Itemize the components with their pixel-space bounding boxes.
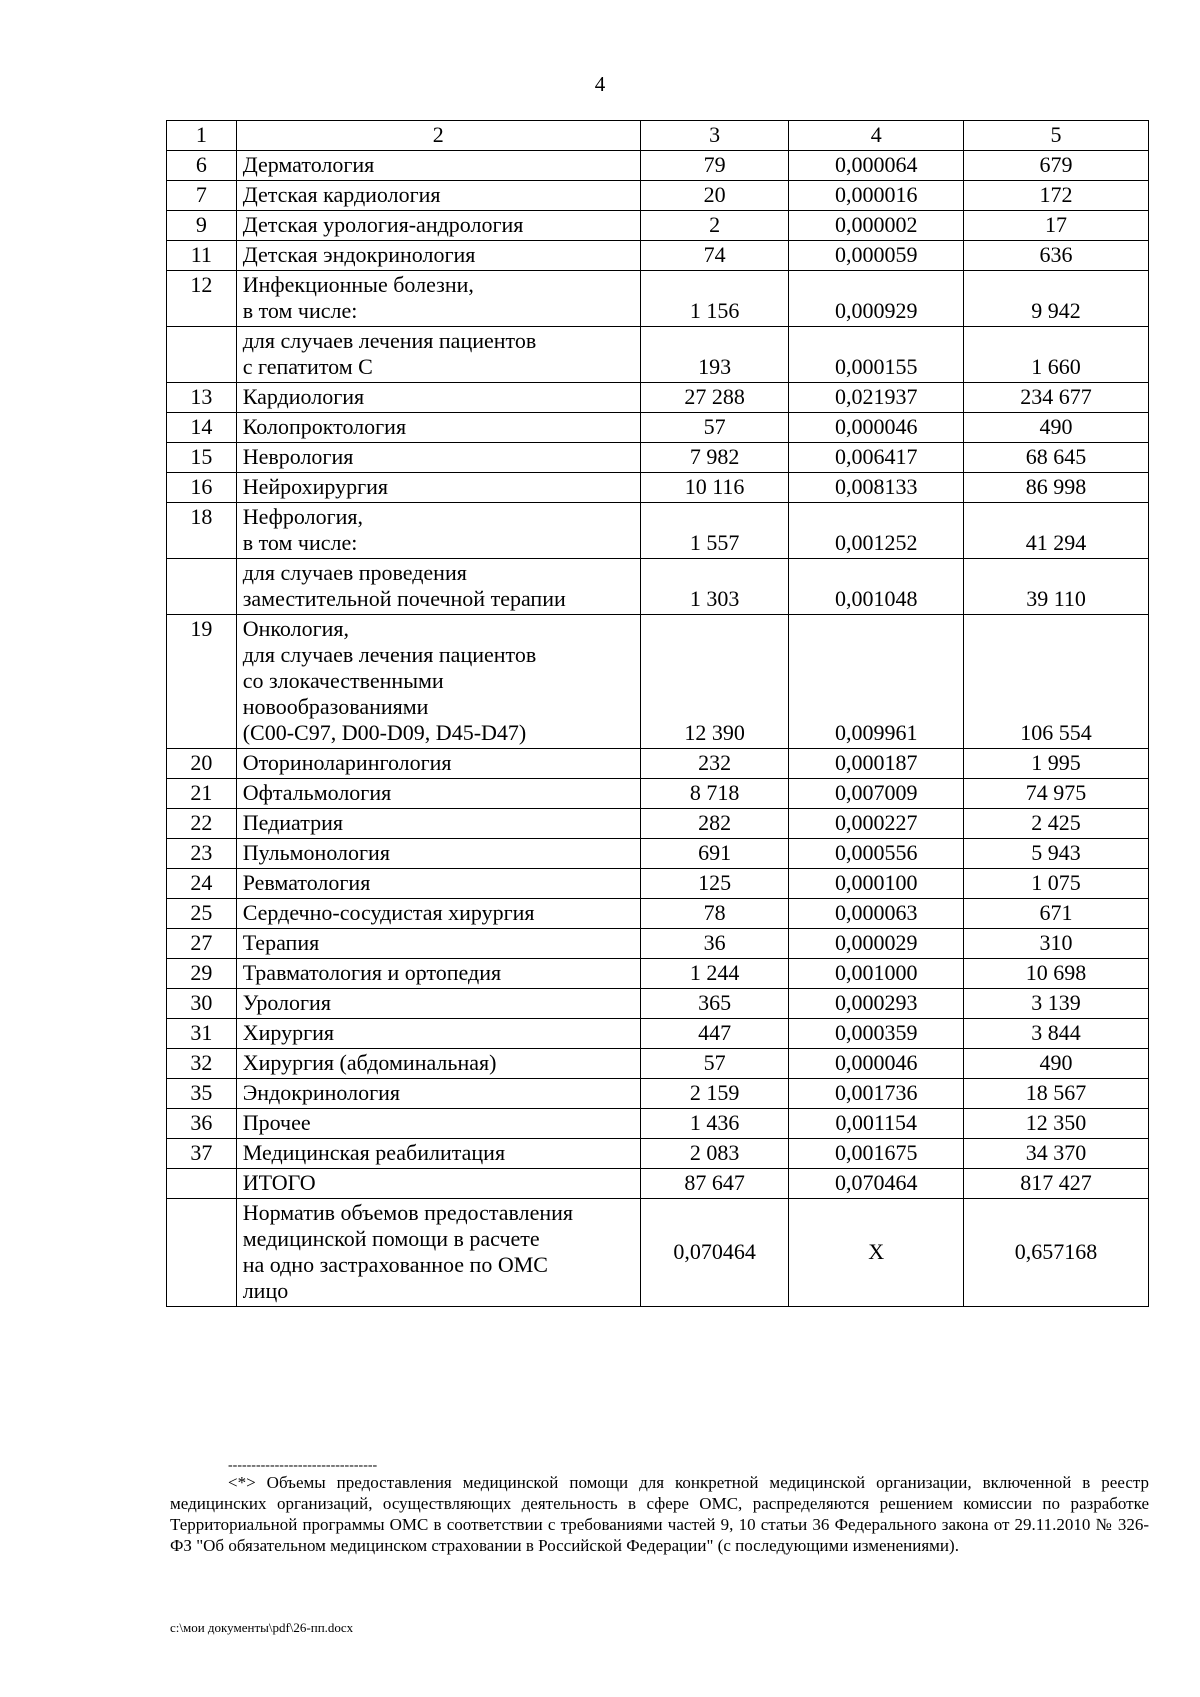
row-number-cell: 36 xyxy=(167,1109,237,1139)
table-row xyxy=(167,615,1149,749)
volume-cell: 78 xyxy=(640,899,789,929)
row-number-cell: 29 xyxy=(167,959,237,989)
volume-cell: 12 390 xyxy=(640,615,789,749)
row-name-cell xyxy=(236,1169,640,1199)
row-name-line: Педиатрия xyxy=(242,810,344,835)
amount-cell: 9 942 xyxy=(964,271,1149,327)
volume-cell: 79 xyxy=(640,151,789,181)
row-name-line: Офтальмология xyxy=(242,780,392,805)
table-row xyxy=(167,1199,1149,1307)
amount-cell: 68 645 xyxy=(964,443,1149,473)
per-person-cell: 0,008133 xyxy=(789,473,964,503)
per-person-cell: 0,021937 xyxy=(789,383,964,413)
amount-cell: 172 xyxy=(964,181,1149,211)
per-person-cell: 0,070464 xyxy=(789,1169,964,1199)
row-name-line: Нейрохирургия xyxy=(242,474,388,499)
amount-cell: 310 xyxy=(964,929,1149,959)
per-person-cell: 0,007009 xyxy=(789,779,964,809)
row-number-cell: 23 xyxy=(167,839,237,869)
row-number-cell: 31 xyxy=(167,1019,237,1049)
amount-cell: 3 139 xyxy=(964,989,1149,1019)
table-row xyxy=(167,241,1149,271)
row-name-line: Инфекционные болезни, xyxy=(242,272,474,297)
row-name-cell xyxy=(236,241,640,271)
row-name-line: Терапия xyxy=(242,930,320,955)
row-name-cell xyxy=(236,1079,640,1109)
row-number-cell: 30 xyxy=(167,989,237,1019)
row-name-cell xyxy=(236,1139,640,1169)
volume-cell: 2 083 xyxy=(640,1139,789,1169)
volume-cell: 0,070464 xyxy=(640,1199,789,1307)
table-row xyxy=(167,181,1149,211)
row-name-line: Сердечно-сосудистая хирургия xyxy=(242,900,535,925)
header-cell-5: 5 xyxy=(964,121,1149,151)
row-name-line: Медицинская реабилитация xyxy=(242,1140,506,1165)
volume-cell: 20 xyxy=(640,181,789,211)
row-name-cell xyxy=(236,1019,640,1049)
volume-cell: 193 xyxy=(640,327,789,383)
amount-cell: 86 998 xyxy=(964,473,1149,503)
per-person-cell: 0,000227 xyxy=(789,809,964,839)
table-row xyxy=(167,327,1149,383)
per-person-cell: 0,000064 xyxy=(789,151,964,181)
row-name-cell xyxy=(236,899,640,929)
row-name-line: Оториноларингология xyxy=(242,750,452,775)
row-name-line: (С00-С97, D00-D09, D45-D47) xyxy=(242,720,527,745)
amount-cell: 1 075 xyxy=(964,869,1149,899)
row-name-line: Колопроктология xyxy=(242,414,407,439)
table-row xyxy=(167,1079,1149,1109)
per-person-cell: 0,000359 xyxy=(789,1019,964,1049)
per-person-cell: 0,000029 xyxy=(789,929,964,959)
volume-cell: 691 xyxy=(640,839,789,869)
table-row xyxy=(167,151,1149,181)
row-number-cell: 21 xyxy=(167,779,237,809)
table-row xyxy=(167,443,1149,473)
row-name-line: Травматология и ортопедия xyxy=(242,960,502,985)
amount-cell: 39 110 xyxy=(964,559,1149,615)
file-path: c:\мои документы\pdf\26-пп.docx xyxy=(170,1620,354,1635)
row-name-line: Эндокринология xyxy=(242,1080,401,1105)
row-number-cell: 13 xyxy=(167,383,237,413)
table-row xyxy=(167,959,1149,989)
row-number-cell: 9 xyxy=(167,211,237,241)
amount-cell: 3 844 xyxy=(964,1019,1149,1049)
amount-cell: 74 975 xyxy=(964,779,1149,809)
header-cell-4: 4 xyxy=(789,121,964,151)
row-name-line: Неврология xyxy=(242,444,354,469)
row-name-cell xyxy=(236,869,640,899)
row-name-cell xyxy=(236,839,640,869)
table-row xyxy=(167,749,1149,779)
row-name-line: Норматив объемов предоставления xyxy=(242,1200,574,1225)
row-name-line: заместительной почечной терапии xyxy=(242,586,566,611)
row-name-cell xyxy=(236,1109,640,1139)
row-name-cell xyxy=(236,749,640,779)
table-row xyxy=(167,1139,1149,1169)
per-person-cell: 0,000063 xyxy=(789,899,964,929)
per-person-cell: 0,000293 xyxy=(789,989,964,1019)
row-number-cell: 27 xyxy=(167,929,237,959)
row-name-line: Детская кардиология xyxy=(242,182,441,207)
per-person-cell: 0,000556 xyxy=(789,839,964,869)
row-name-cell xyxy=(236,779,640,809)
volume-cell: 2 159 xyxy=(640,1079,789,1109)
row-name-cell xyxy=(236,989,640,1019)
header-cell-3: 3 xyxy=(640,121,789,151)
row-name-line: Пульмонология xyxy=(242,840,390,865)
per-person-cell: 0,000046 xyxy=(789,413,964,443)
row-name-line: с гепатитом С xyxy=(242,354,373,379)
table-row xyxy=(167,989,1149,1019)
per-person-cell: 0,000046 xyxy=(789,1049,964,1079)
amount-cell: 41 294 xyxy=(964,503,1149,559)
per-person-cell: 0,001048 xyxy=(789,559,964,615)
per-person-cell: 0,006417 xyxy=(789,443,964,473)
row-name-line: Детская эндокринология xyxy=(242,242,476,267)
amount-cell: 5 943 xyxy=(964,839,1149,869)
row-name-cell xyxy=(236,327,640,383)
header-cell-2: 2 xyxy=(236,121,640,151)
row-number-cell xyxy=(167,327,237,383)
row-name-cell xyxy=(236,503,640,559)
row-name-line: Хирургия xyxy=(242,1020,334,1045)
per-person-cell: 0,000187 xyxy=(789,749,964,779)
row-name-line: для случаев лечения пациентов xyxy=(242,328,537,353)
row-name-line: Хирургия (абдоминальная) xyxy=(242,1050,497,1075)
row-name-cell xyxy=(236,929,640,959)
volume-cell: 125 xyxy=(640,869,789,899)
table-row xyxy=(167,1049,1149,1079)
row-name-line: Нефрология, xyxy=(242,504,363,529)
row-name-line: Дерматология xyxy=(242,152,375,177)
table-row xyxy=(167,271,1149,327)
table-row xyxy=(167,473,1149,503)
row-name-cell xyxy=(236,271,640,327)
row-number-cell: 22 xyxy=(167,809,237,839)
volume-cell: 8 718 xyxy=(640,779,789,809)
page-number: 4 xyxy=(594,72,606,96)
volume-cell: 1 244 xyxy=(640,959,789,989)
row-number-cell: 15 xyxy=(167,443,237,473)
amount-cell: 490 xyxy=(964,1049,1149,1079)
per-person-cell: 0,000929 xyxy=(789,271,964,327)
row-name-line: со злокачественными xyxy=(242,668,444,693)
row-name-line: Кардиология xyxy=(242,384,365,409)
table-header-row xyxy=(167,121,1149,151)
volume-cell: 1 156 xyxy=(640,271,789,327)
row-number-cell: 12 xyxy=(167,271,237,327)
table-row xyxy=(167,869,1149,899)
row-name-cell xyxy=(236,211,640,241)
row-name-cell xyxy=(236,615,640,749)
row-name-line: Прочее xyxy=(242,1110,311,1135)
footnote-separator: -------------------------------- xyxy=(228,1458,378,1473)
amount-cell: 490 xyxy=(964,413,1149,443)
row-number-cell: 18 xyxy=(167,503,237,559)
volume-cell: 282 xyxy=(640,809,789,839)
per-person-cell: 0,001736 xyxy=(789,1079,964,1109)
row-name-cell xyxy=(236,1049,640,1079)
amount-cell: 10 698 xyxy=(964,959,1149,989)
per-person-cell: 0,000016 xyxy=(789,181,964,211)
row-number-cell xyxy=(167,1169,237,1199)
amount-cell: 1 660 xyxy=(964,327,1149,383)
table-row xyxy=(167,383,1149,413)
table-row xyxy=(167,413,1149,443)
amount-cell: 234 677 xyxy=(964,383,1149,413)
volume-cell: 1 303 xyxy=(640,559,789,615)
row-number-cell xyxy=(167,559,237,615)
row-name-line: Онкология, xyxy=(242,616,350,641)
amount-cell: 12 350 xyxy=(964,1109,1149,1139)
row-name-cell xyxy=(236,473,640,503)
table-row xyxy=(167,1019,1149,1049)
row-number-cell: 32 xyxy=(167,1049,237,1079)
amount-cell: 817 427 xyxy=(964,1169,1149,1199)
per-person-cell: 0,001000 xyxy=(789,959,964,989)
volume-cell: 87 647 xyxy=(640,1169,789,1199)
table-row xyxy=(167,1169,1149,1199)
amount-cell: 671 xyxy=(964,899,1149,929)
table-row xyxy=(167,211,1149,241)
per-person-cell: 0,000059 xyxy=(789,241,964,271)
volume-cell: 232 xyxy=(640,749,789,779)
row-name-line: новообразованиями xyxy=(242,694,429,719)
row-name-line: ИТОГО xyxy=(242,1170,316,1195)
per-person-cell: 0,001252 xyxy=(789,503,964,559)
volume-cell: 57 xyxy=(640,1049,789,1079)
per-person-cell: 0,001154 xyxy=(789,1109,964,1139)
header-cell-1: 1 xyxy=(167,121,237,151)
volume-cell: 57 xyxy=(640,413,789,443)
table-row xyxy=(167,1109,1149,1139)
volume-cell: 365 xyxy=(640,989,789,1019)
row-number-cell: 7 xyxy=(167,181,237,211)
row-name-cell xyxy=(236,181,640,211)
amount-cell: 1 995 xyxy=(964,749,1149,779)
row-name-line: в том числе: xyxy=(242,530,358,555)
volume-cell: 74 xyxy=(640,241,789,271)
row-number-cell: 11 xyxy=(167,241,237,271)
row-number-cell: 14 xyxy=(167,413,237,443)
volumes-table xyxy=(166,120,1149,1307)
amount-cell: 2 425 xyxy=(964,809,1149,839)
table-row xyxy=(167,899,1149,929)
volume-cell: 1 436 xyxy=(640,1109,789,1139)
row-number-cell: 16 xyxy=(167,473,237,503)
row-name-line: медицинской помощи в расчете xyxy=(242,1226,540,1251)
row-number-cell: 25 xyxy=(167,899,237,929)
per-person-cell: 0,009961 xyxy=(789,615,964,749)
volume-cell: 7 982 xyxy=(640,443,789,473)
row-name-cell xyxy=(236,151,640,181)
row-name-cell xyxy=(236,1199,640,1307)
row-name-line: для случаев проведения xyxy=(242,560,467,585)
volume-cell: 447 xyxy=(640,1019,789,1049)
row-number-cell: 6 xyxy=(167,151,237,181)
row-name-line: для случаев лечения пациентов xyxy=(242,642,537,667)
per-person-cell: 0,000002 xyxy=(789,211,964,241)
table-row xyxy=(167,779,1149,809)
row-name-line: в том числе: xyxy=(242,298,358,323)
table-row xyxy=(167,559,1149,615)
row-name-cell xyxy=(236,383,640,413)
per-person-cell: 0,001675 xyxy=(789,1139,964,1169)
table-row xyxy=(167,503,1149,559)
volume-cell: 36 xyxy=(640,929,789,959)
row-name-cell xyxy=(236,959,640,989)
volume-cell: 27 288 xyxy=(640,383,789,413)
row-name-cell xyxy=(236,559,640,615)
row-number-cell: 24 xyxy=(167,869,237,899)
row-name-cell xyxy=(236,443,640,473)
row-number-cell: 35 xyxy=(167,1079,237,1109)
footnote-text: <*> Объемы предоставления медицинской помощи для конкретной медицинской организации, включенной в реестр медицинских организаций, осуществляющих деятельность в сфере ОМС, распределяются решением комиссии по разработке Территориальной программы ОМС в соответствии с требованиями частей 9, 10 статьи 36 Федерального закона от 29.11.2010 № 326-ФЗ "Об обязательном медицинском страховании в Российской Федерации" (с последующими изменениями). xyxy=(170,1473,1149,1555)
per-person-cell: 0,000155 xyxy=(789,327,964,383)
amount-cell: 106 554 xyxy=(964,615,1149,749)
table-row xyxy=(167,809,1149,839)
amount-cell: 679 xyxy=(964,151,1149,181)
amount-cell: 17 xyxy=(964,211,1149,241)
row-name-line: Детская урология-андрология xyxy=(242,212,524,237)
amount-cell: 0,657168 xyxy=(964,1199,1149,1307)
table-row xyxy=(167,839,1149,869)
row-name-cell xyxy=(236,809,640,839)
amount-cell: 636 xyxy=(964,241,1149,271)
row-number-cell: 37 xyxy=(167,1139,237,1169)
table-row xyxy=(167,929,1149,959)
per-person-cell: Х xyxy=(789,1199,964,1307)
volume-cell: 10 116 xyxy=(640,473,789,503)
amount-cell: 34 370 xyxy=(964,1139,1149,1169)
row-name-line: Ревматология xyxy=(242,870,371,895)
row-name-line: лицо xyxy=(242,1278,289,1303)
row-name-cell xyxy=(236,413,640,443)
row-name-line: Урология xyxy=(242,990,331,1015)
row-number-cell xyxy=(167,1199,237,1307)
volume-cell: 1 557 xyxy=(640,503,789,559)
row-name-line: на одно застрахованное по ОМС xyxy=(242,1252,548,1277)
per-person-cell: 0,000100 xyxy=(789,869,964,899)
amount-cell: 18 567 xyxy=(964,1079,1149,1109)
row-number-cell: 19 xyxy=(167,615,237,749)
row-number-cell: 20 xyxy=(167,749,237,779)
volume-cell: 2 xyxy=(640,211,789,241)
